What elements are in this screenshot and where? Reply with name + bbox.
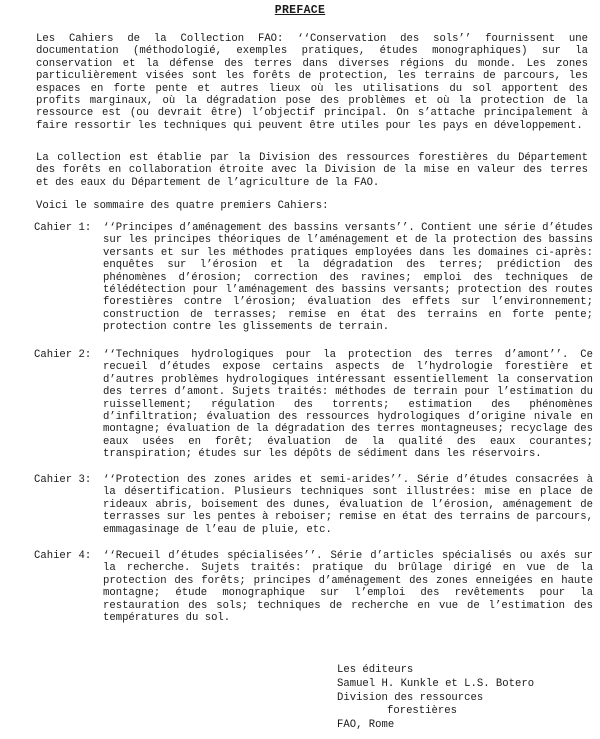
signature-line: Les éditeurs: [337, 664, 414, 676]
cahier-description: ‘‘Recueil d’études spécialisées’’. Série d’articles spécialisés ou axés sur la recherche. Sujets traités: pratique du brûlage dirigé en vue de la protection des forêts; principes d’aménagement des zones enneigées en haute montagne; étude monographique sur l’emploi des revêtements pour la restauration des sols; techniques de recherche en vue de l’estimation des températures du sol.: [103, 550, 593, 625]
intro-paragraph-1: [16, 33, 588, 132]
cahier-label: Cahier 4:: [34, 550, 92, 562]
cahier-label: Cahier 2:: [34, 349, 92, 361]
intro-paragraph-2: [16, 152, 588, 189]
page-title: PREFACE: [274, 4, 326, 17]
signature-line: FAO, Rome: [337, 719, 395, 732]
cahier-description: ‘‘Protection des zones arides et semi-arides’’. Série d’études consacrées à la désertification. Plusieurs techniques sont illustrées: mise en place de rideaux abris, boisement des dunes, évaluation de l’érosion, aménagement de terrasses sur les pentes à reboiser; remise en état des terrains de parcours, emmagasinage de l’eau de pluie, etc.: [103, 474, 593, 536]
cahier-description: ‘‘Techniques hydrologiques pour la protection des terres d’amont’’. Ce recueil d’études expose certains aspects de l’hydrologie forestière et d’autres problèmes hydrologiques intéressant essentiellement la conservation des terres d’amont. Sujets traités: méthodes de terrain pour l’estimation du ruissellement; régulation des torrents; estimation des phénomènes d’infiltration; évaluation des ressources hydrologiques d’origine nivale en montagne; évaluation de la dégradation des terres montagneuses; recyclage des eaux usées en forêt; évaluation de la qualité des eaux courantes; transpiration; études sur les dépôts de sédiment dans les réservoirs.: [103, 349, 593, 461]
cahier-label: Cahier 3:: [34, 474, 92, 486]
editors-signature: [337, 664, 587, 733]
signature-line: Samuel H. Kunkle et L.S. Botero: [337, 677, 535, 690]
cahier-label: Cahier 1:: [34, 222, 92, 234]
signature-line: forestières: [387, 705, 457, 718]
signature-line: Division des ressources: [337, 691, 484, 704]
paragraph-text: La collection est établie par la Division des ressources forestières du Département des forêts en collaboration étroite avec la Division de la mise en valeur des terres et des eaux du Département de l’agriculture de la FAO.: [36, 152, 588, 189]
summary-intro: Voici le sommaire des quatre premiers Cahiers:: [36, 200, 329, 212]
cahier-description: ‘‘Principes d’aménagement des bassins versants’’. Contient une série d’études sur les principes théoriques de l’aménagement et de la protection des bassins versants et sur les méthodes pratiques employées dans les domaines ci-après: enquêtes sur l’érosion et la dégradation des terres; prédiction des phénomènes d’érosion; correction des ravines; emploi des techniques de télédétection pour l’aménagement des bassins versants; protection des routes forestières contre l’érosion; évaluation des effets sur l’environnement; construction de terrasses; remise en état des terrains en forte pente; protection contre les glissements de terrain.: [103, 222, 593, 334]
paragraph-text: Les Cahiers de la Collection FAO: ‘‘Conservation des sols’’ fournissent une documentation (méthodologié, exemples pratiques, études monographiques) sur la conservation et la défense des terres dans diverses régions du monde. Les zones particulièrement visées sont les forêts de protection, les terrains de parcours, les espaces en forte pente et autres lieux où les utilisations du sol apportent des profits marginaux, où la dégradation pose des problèmes et où la protection de la ressource est (ou devrait être) l’objectif principal. On s’attache principalement à faire ressortir les techniques qui peuvent être utiles pour les pays en développement.: [36, 33, 588, 132]
